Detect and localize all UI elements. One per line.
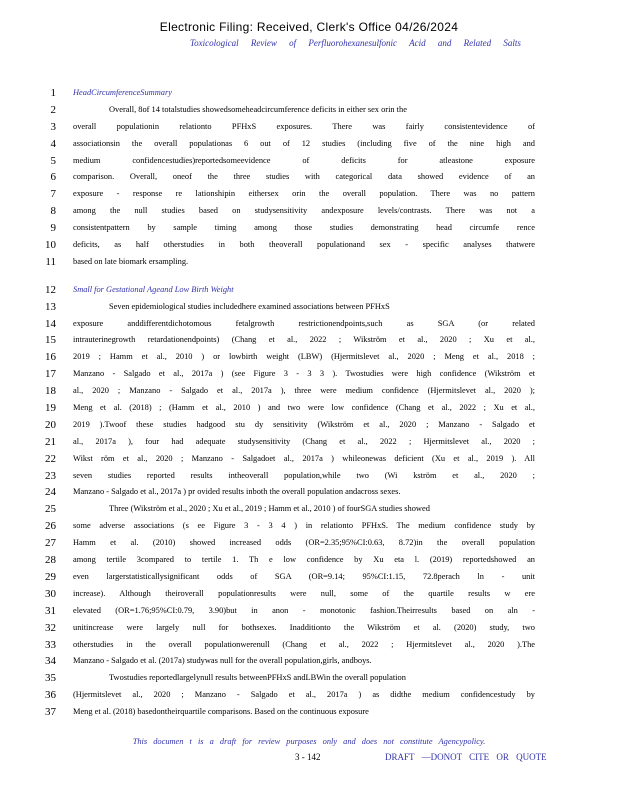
line-text: consistentpattern by sample timing among those studies demonstrating head circumfe rence	[73, 223, 535, 233]
text-line	[0, 552, 618, 569]
line-number: 34	[45, 655, 56, 668]
line-text: al., 2017a ), four had adequate studysensitivity (Chang et al., 2022 ; Hjermitslevet al., 2020 ;	[73, 436, 535, 446]
line-text: 2019 ; Hamm et al., 2010 ) or lowbirth weight (LBW) (Hjermitslevet al., 2020 ; Meng et al., 2018 ;	[73, 352, 535, 362]
line-text: Meng et al. (2018) basedontheirquartile comparisons. Based on the continuous exposure	[73, 707, 369, 717]
line-number: 16	[45, 351, 56, 364]
line-number: 17	[45, 368, 56, 381]
text-line	[0, 653, 618, 670]
line-text: even largerstatisticallysignificant odds of SGA (OR=9.14; 95%CI:1.15, 72.8perach ln - unit	[73, 571, 535, 581]
line-text: among tertile 3compared to tertile 1. Th e low confidence by Xu eta l. (2019) reportedshowed an	[73, 555, 535, 565]
disclaimer: This documen t is a draft for review purposes only and does not constitute Agencypolicy.	[132, 737, 486, 746]
line-text: deficits, as half otherstudies in both theoverall populationand sex - specific analyses thatwere	[73, 240, 535, 250]
text-line	[0, 220, 618, 237]
text-line	[0, 237, 618, 254]
text-line	[0, 186, 618, 203]
line-text: exposure - response re lationshipin eithersex orin the overall population. There was no pattern	[73, 189, 535, 199]
line-number: 7	[50, 188, 56, 201]
text-line	[0, 316, 618, 333]
line-number: 13	[45, 300, 56, 313]
text-line	[0, 620, 618, 637]
text-line	[0, 383, 618, 400]
text-line	[0, 332, 618, 349]
line-number: 10	[45, 239, 56, 252]
line-text: Overall, 8of 14 totalstudies showedsomeheadcircumference deficits in either sex orin the	[109, 104, 407, 114]
line-number: 19	[45, 402, 56, 415]
line-text: some adverse associations (s ee Figure 3 - 3 4 ) in relationto PFHxS. The medium confidence study by	[73, 521, 535, 531]
line-number: 9	[50, 222, 56, 235]
text-line	[0, 501, 618, 518]
document-body	[0, 85, 618, 721]
line-text: Manzano - Salgado et al., 2017a ) pr ovided results inboth the overall population andacross sexes.	[73, 487, 401, 497]
line-number: 27	[45, 537, 56, 550]
line-text: medium confidencestudies)reportedsomeevidence of deficits for atleastone exposure	[73, 155, 535, 165]
text-line	[0, 704, 618, 721]
line-text: Hamm et al. (2010) showed increased odds (OR=2.35;95%CI:0.63, 8.72)in the overall population	[73, 538, 535, 548]
line-number: 29	[45, 570, 56, 583]
text-line	[0, 153, 618, 170]
text-line	[0, 136, 618, 153]
line-number: 18	[45, 385, 56, 398]
line-number: 11	[45, 255, 56, 268]
line-number: 37	[45, 706, 56, 719]
line-number: 6	[50, 171, 56, 184]
line-text: overall populationin relationto PFHxS exposures. There was fairly consistentevidence of	[73, 121, 535, 131]
line-text: exposure anddifferentdichotomous fetalgrowth restrictionendpoints,such as SGA (or related	[73, 318, 535, 328]
line-number: 25	[45, 503, 56, 516]
line-number: 12	[45, 283, 56, 296]
text-line	[0, 169, 618, 186]
text-line	[0, 434, 618, 451]
text-line	[0, 299, 618, 316]
line-number: 33	[45, 638, 56, 651]
text-line	[0, 484, 618, 501]
text-line	[0, 203, 618, 220]
line-text: Twostudies reportedlargelynull results betweenPFHxS andLBWin the overall population	[109, 673, 406, 683]
line-text: based on late biomark ersampling.	[73, 256, 189, 266]
text-line	[0, 518, 618, 535]
line-text: Manzano - Salgado et al. (2017a) studywas null for the overall population,girls, andboys.	[73, 656, 372, 666]
line-text: among the null studies based on studysensitivity andexposure levels/contrasts. There was not a	[73, 206, 535, 216]
line-number: 24	[45, 486, 56, 499]
line-number: 32	[45, 621, 56, 634]
line-number: 31	[45, 604, 56, 617]
line-text: seven studies reported results intheoverall population,while two (Wi kström et al., 2020 ;	[73, 470, 535, 480]
page-number: 3 - 142	[295, 752, 321, 762]
line-number: 35	[45, 672, 56, 685]
line-number: 36	[45, 689, 56, 702]
section-gap	[0, 271, 618, 282]
line-text: al., 2020 ; Manzano - Salgado et al., 2017a ), three were medium confidence (Hjermitslevet al., 2020 );	[73, 386, 535, 396]
text-line	[0, 400, 618, 417]
line-text: Meng et al. (2018) ; (Hamm et al., 2010 ) and two were low confidence (Chang et al., 2022 ; Xu et al.,	[73, 403, 535, 413]
text-line	[0, 282, 618, 299]
line-number: 26	[45, 520, 56, 533]
line-text: intrauterinegrowth retardationendpoints) (Chang et al., 2022 ; Wikström et al., 2020 ; Xu et al.,	[73, 335, 535, 345]
text-line	[0, 349, 618, 366]
line-text: (Hjermitslevet al., 2020 ; Manzano - Salgado et al., 2017a ) as didthe medium confidencestudy by	[73, 690, 535, 700]
line-text: Wikst röm et al., 2020 ; Manzano - Salgadoet al., 2017a ) whileonewas deficient (Xu et al., 2019 ). All	[73, 453, 535, 463]
text-line	[0, 670, 618, 687]
document-title: Toxicological Review of Perfluorohexanesulfonic Acid and Related Salts	[190, 38, 521, 48]
text-line	[0, 687, 618, 704]
line-number: 22	[45, 452, 56, 465]
line-number: 3	[50, 120, 56, 133]
line-text: 2019 ).Twoof these studies hadgood stu dy sensitivity (Wikström et al., 2020 ; Manzano - Salgado et	[73, 419, 535, 429]
line-number: 5	[50, 154, 56, 167]
text-line	[0, 451, 618, 468]
line-number: 20	[45, 418, 56, 431]
line-number: 4	[50, 137, 56, 150]
line-number: 23	[45, 469, 56, 482]
text-line	[0, 417, 618, 434]
text-line	[0, 569, 618, 586]
text-line	[0, 468, 618, 485]
line-text: comparison. Overall, oneof the three studies with categorical data showed evidence of an	[73, 172, 535, 182]
section-heading: Small for Gestational Ageand Low Birth Weight	[73, 284, 234, 294]
line-number: 1	[50, 87, 56, 99]
text-line	[0, 586, 618, 603]
text-line	[0, 254, 618, 271]
text-line	[0, 603, 618, 620]
line-text: associationsin the overall populationas 6 out of 12 studies (including five of the nine high and	[73, 138, 535, 148]
line-number: 28	[45, 554, 56, 567]
draft-notice: DRAFT —DONOT CITE OR QUOTE	[385, 752, 547, 762]
line-text: increase). Although theiroverall populationresults were null, some of the quartile results w ere	[73, 588, 535, 598]
text-line	[0, 102, 618, 119]
text-line	[0, 637, 618, 654]
line-number: 2	[50, 103, 56, 116]
line-number: 8	[50, 205, 56, 218]
line-number: 30	[45, 587, 56, 600]
filing-header: Electronic Filing: Received, Clerk's Office 04/26/2024	[159, 20, 459, 34]
line-number: 15	[45, 334, 56, 347]
text-line	[0, 85, 618, 102]
line-text: Seven epidemiological studies includedhere examined associations between PFHxS	[109, 301, 390, 311]
line-text: Three (Wikström et al., 2020 ; Xu et al., 2019 ; Hamm et al., 2010 ) of fourSGA studies showed	[109, 504, 430, 514]
section-heading: HeadCircumferenceSummary	[73, 88, 172, 97]
text-line	[0, 366, 618, 383]
text-line	[0, 535, 618, 552]
line-text: Manzano - Salgado et al., 2017a ) (see Figure 3 - 3 3 ). Twostudies were high confidence (Wikström et	[73, 369, 535, 379]
line-number: 21	[45, 435, 56, 448]
text-line	[0, 119, 618, 136]
line-text: otherstudies in the overall populationwerenull (Chang et al., 2022 ; Hjermitslevet al., 2020 ).The	[73, 639, 535, 649]
line-number: 14	[45, 317, 56, 330]
line-text: unitincrease were largely null for bothsexes. Inadditionto the Wikström et al. (2020) study, two	[73, 622, 535, 632]
line-text: elevated (OR=1.76;95%CI:0.79, 3.90)but in anon - monotonic fashion.Theirresults based on aln -	[73, 605, 535, 615]
